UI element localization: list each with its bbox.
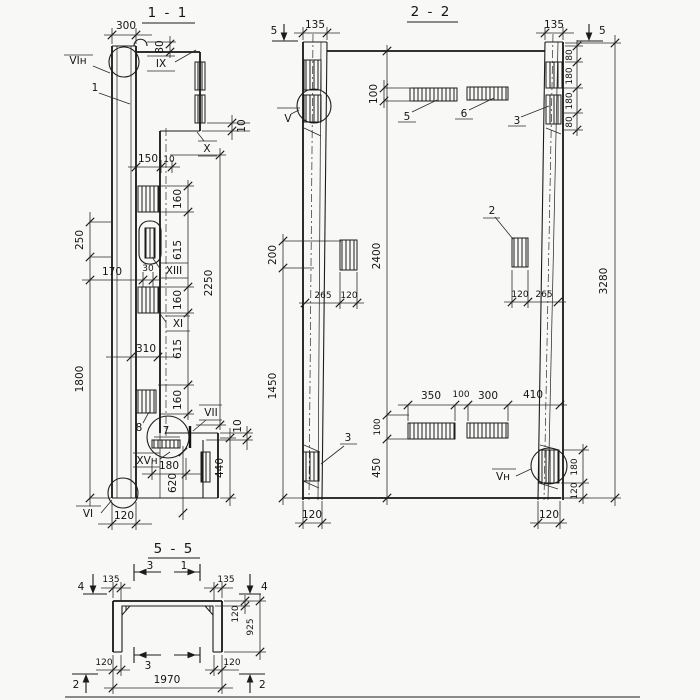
callout-vi <box>76 500 112 520</box>
dim-label-300: 300 <box>115 20 137 32</box>
dim-label-265-right: 265 <box>535 290 553 300</box>
callout-6 <box>455 98 494 120</box>
dim-170-30 <box>82 264 160 287</box>
callout-8 <box>136 412 149 434</box>
cut-marker-5-left-label: 5 <box>270 25 278 37</box>
dim-label-2400: 2400 <box>371 242 383 270</box>
callout-x <box>197 132 217 156</box>
callout-vin <box>64 55 110 73</box>
cut-marker-2-right-label: 2 <box>259 679 266 691</box>
dim-chain-right-1-1 <box>158 180 194 420</box>
callout-label-ix: IX <box>155 58 167 70</box>
dim-label-120-sq-right: 120 <box>511 290 529 300</box>
section-5-5-title: 5 - 5 <box>153 541 195 557</box>
embeds-2-2 <box>303 60 562 483</box>
callout-3-bottom <box>321 432 357 464</box>
dim-label-180-right: 180 <box>570 458 580 476</box>
callout-xi <box>158 311 190 331</box>
section-5-5-view <box>65 541 640 697</box>
dim-label-80: 80 <box>154 40 166 54</box>
callout-v <box>277 108 300 125</box>
cut-marker-2-right <box>239 674 266 693</box>
dim-120-bottom-left-2-2 <box>295 501 331 529</box>
dim-label-10-mid: 10 <box>163 155 175 165</box>
dim-label-160-b: 160 <box>172 289 184 311</box>
dim-label-615-b: 615 <box>172 338 184 360</box>
dim-10-top <box>202 115 250 140</box>
dim-100-top <box>368 80 412 108</box>
dim-label-120-1-1: 120 <box>113 510 135 522</box>
dim-label-120-right: 120 <box>570 482 580 500</box>
cut-marker-5-left <box>271 24 298 41</box>
dim-label-120-flange: 120 <box>231 605 241 623</box>
callout-label-6: 6 <box>460 108 468 120</box>
dim-135-right-5-5 <box>204 575 235 602</box>
dim-label-135-left: 135 <box>304 19 326 31</box>
dim-label-620: 620 <box>167 472 179 494</box>
dim-label-100-bot: 100 <box>373 418 383 436</box>
dim-label-135-right: 135 <box>543 19 565 31</box>
dim-chain-right-top-2-2 <box>563 40 583 136</box>
cut-marker-4-left-label: 4 <box>77 581 85 593</box>
dim-label-120-bl-5-5: 120 <box>95 658 113 668</box>
dim-label-150: 150 <box>137 153 159 165</box>
dim-label-120-sq-left: 120 <box>340 291 358 301</box>
dim-label-80-a: 80 <box>565 49 575 61</box>
dim-label-350: 350 <box>420 390 442 402</box>
callout-label-2: 2 <box>488 205 496 217</box>
cut-marker-3-bottom <box>134 647 161 672</box>
dim-label-120-br: 120 <box>538 509 560 521</box>
dim-label-615-a: 615 <box>172 239 184 261</box>
dim-label-925: 925 <box>246 618 256 636</box>
callout-7 <box>154 425 180 437</box>
dim-label-100-mid: 100 <box>452 390 470 400</box>
dim-label-160-c: 160 <box>172 389 184 411</box>
callout-label-3-bottom: 3 <box>344 432 352 444</box>
dim-label-410: 410 <box>522 389 544 401</box>
cut-marker-bottom-right <box>174 647 200 663</box>
channel-outline-5-5 <box>113 601 222 652</box>
callout-label-xiii: XIII <box>165 265 183 277</box>
callout-label-v: V <box>284 113 292 125</box>
dim-label-250: 250 <box>74 229 86 251</box>
callout-label-7: 7 <box>162 425 170 437</box>
dim-label-450: 450 <box>371 457 383 479</box>
section-2-2-view <box>267 4 621 529</box>
dim-1970 <box>104 674 233 692</box>
cut-marker-3-bottom-label: 3 <box>144 660 152 672</box>
dim-label-10-bottom: 10 <box>232 419 244 433</box>
cut-marker-3-top <box>134 560 161 581</box>
dim-10-bottom <box>206 419 253 450</box>
callout-5 <box>398 100 437 123</box>
callout-3-top <box>508 106 549 127</box>
cut-marker-5-right <box>577 24 606 41</box>
callout-label-vi: VI <box>82 508 94 520</box>
dim-120-bottom-right-2-2 <box>530 501 567 529</box>
section-1-1-view <box>64 5 253 530</box>
dim-label-300: 300 <box>477 390 499 402</box>
dim-310 <box>106 343 176 361</box>
dim-350-100-300-410 <box>398 389 567 421</box>
dim-chain-left-1-1 <box>74 212 113 506</box>
cut-marker-2-left <box>72 674 98 693</box>
callout-label-1: 1 <box>91 82 99 94</box>
callout-label-vii: VII <box>204 407 218 419</box>
dim-label-160-a: 160 <box>172 188 184 210</box>
callout-label-vin: VIн <box>69 55 87 67</box>
dim-label-170: 170 <box>101 266 123 278</box>
dim-135-right <box>536 19 574 40</box>
dim-label-2250: 2250 <box>203 269 215 297</box>
callout-label-3-top: 3 <box>513 115 521 127</box>
callout-label-8: 8 <box>135 422 143 434</box>
callout-label-xi: XI <box>172 318 184 330</box>
dim-label-180: 180 <box>158 460 180 472</box>
dim-label-310: 310 <box>135 343 157 355</box>
dim-label-180-b: 180 <box>565 92 575 110</box>
dim-label-120-bl: 120 <box>301 509 323 521</box>
dim-label-1450: 1450 <box>267 372 279 400</box>
detail-circle-vin <box>109 47 139 77</box>
cut-marker-1-top-label: 1 <box>180 560 188 572</box>
dim-label-265-left: 265 <box>314 291 332 301</box>
callout-label-5: 5 <box>403 111 411 123</box>
dim-label-100-top: 100 <box>368 83 380 105</box>
dim-80 <box>147 36 176 58</box>
dim-label-135-right-5-5: 135 <box>217 575 235 585</box>
dim-label-135-left-5-5: 135 <box>102 575 120 585</box>
section-2-2-title: 2 - 2 <box>410 4 452 20</box>
section-1-1-title: 1 - 1 <box>147 5 189 21</box>
cut-marker-2-left-label: 2 <box>72 679 80 691</box>
callout-label-xvn: XVн <box>136 455 158 467</box>
dim-label-120-br-5-5: 120 <box>223 658 241 668</box>
dim-label-440: 440 <box>214 457 226 479</box>
callout-label-vn: Vн <box>495 471 511 483</box>
callout-1 <box>92 82 130 104</box>
cut-marker-5-right-label: 5 <box>599 25 606 37</box>
dim-label-30: 30 <box>142 264 154 274</box>
callout-label-x: X <box>203 143 211 155</box>
callout-2 <box>483 205 513 239</box>
dim-120-265-right <box>504 270 566 308</box>
cut-marker-4-right <box>239 574 268 594</box>
cut-marker-4-right-label: 4 <box>261 581 268 593</box>
dim-label-3280: 3280 <box>598 267 610 295</box>
dim-label-1800: 1800 <box>74 365 86 393</box>
dim-620 <box>167 446 187 520</box>
dim-label-10-top: 10 <box>236 119 248 133</box>
cut-marker-1-top <box>174 560 200 581</box>
dim-265-120-left <box>299 272 364 309</box>
dim-label-180-a: 180 <box>565 67 575 85</box>
dim-120-bottom-1-1 <box>98 502 152 530</box>
dim-135-left-5-5 <box>101 575 131 602</box>
dim-label-80-b: 80 <box>565 116 575 128</box>
cut-marker-3-top-label: 3 <box>146 560 154 572</box>
dim-135-left <box>294 19 340 40</box>
dim-label-200: 200 <box>267 244 279 266</box>
dim-label-1970: 1970 <box>153 674 181 686</box>
callout-vn <box>492 469 531 483</box>
